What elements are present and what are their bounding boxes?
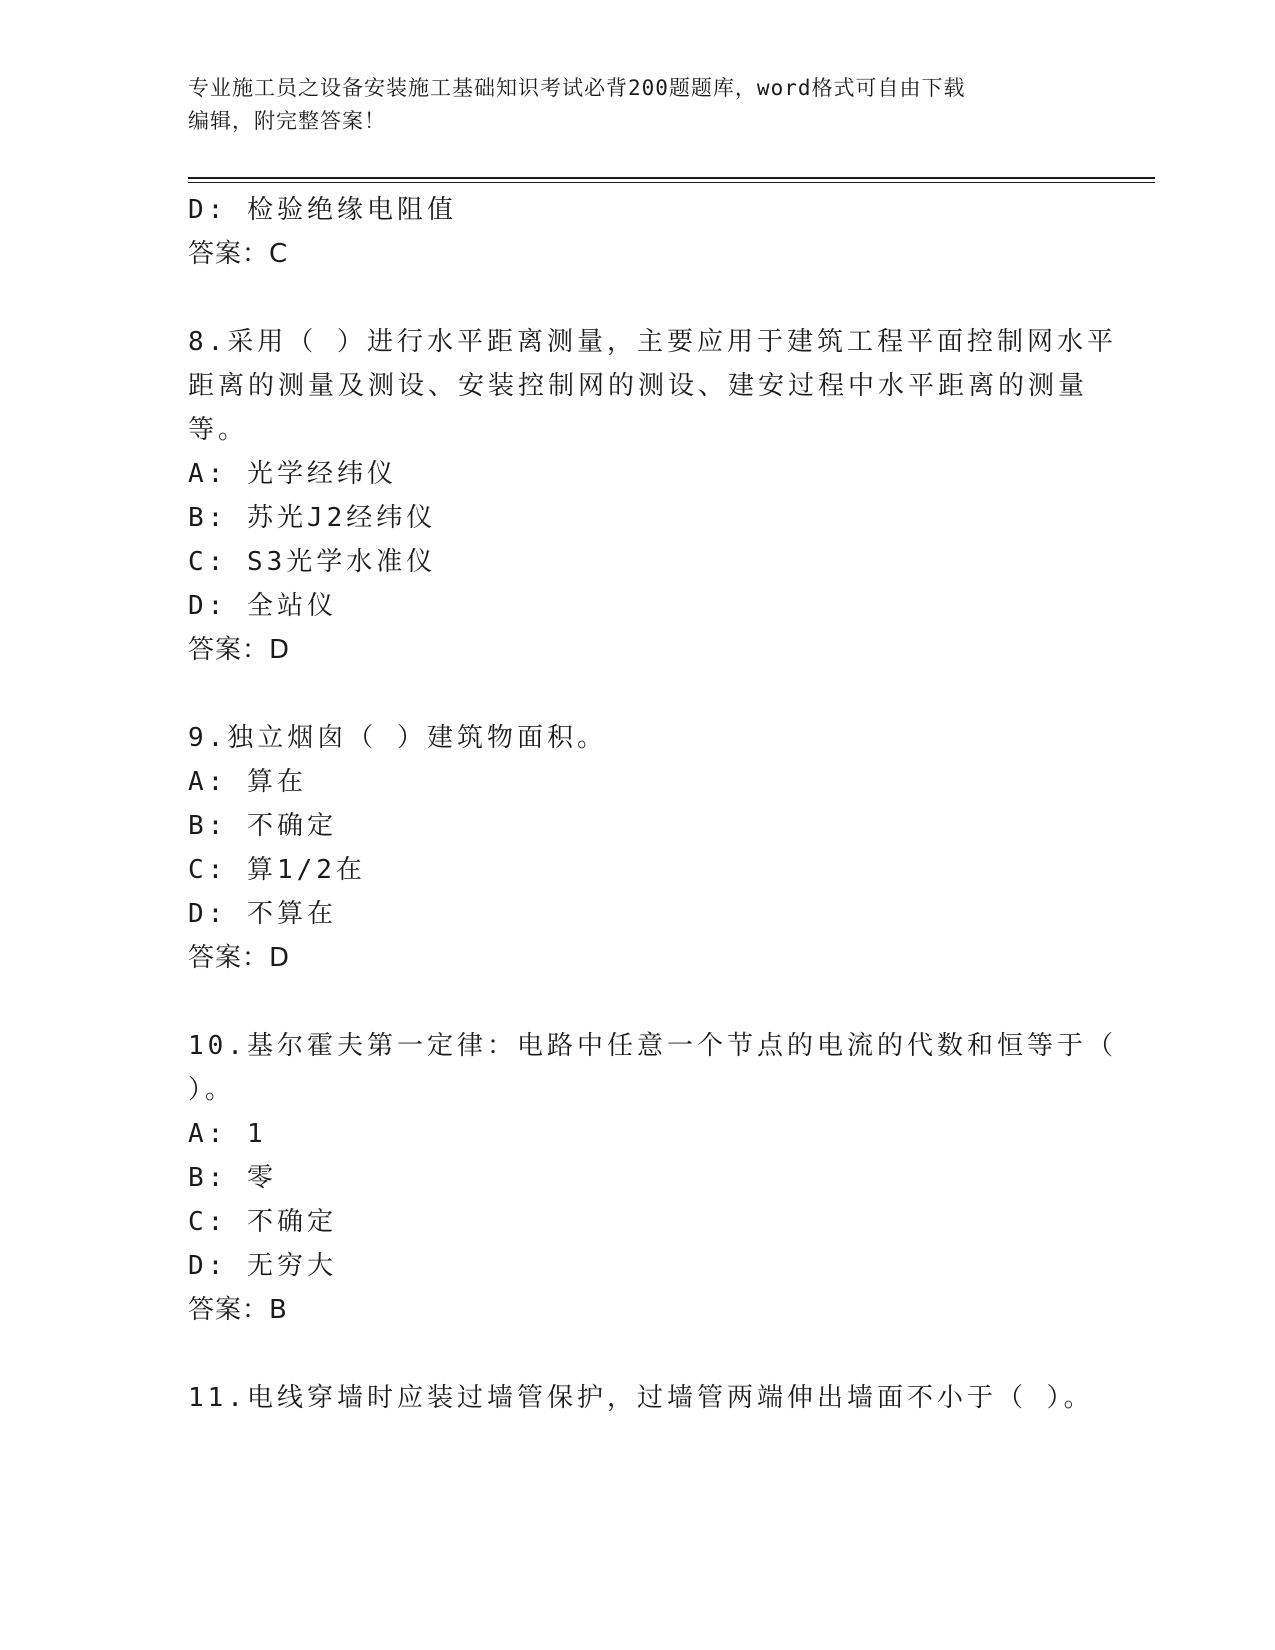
- q8-stem-line-3: 等。: [188, 415, 249, 445]
- header-rule-thick: [188, 177, 1155, 179]
- q8-option-d: D: 全站仪: [188, 591, 337, 621]
- q8-option-a: A: 光学经纬仪: [188, 459, 397, 489]
- q10-answer: 答案：B: [188, 1295, 288, 1325]
- q10-option-c: C: 不确定: [188, 1207, 337, 1237]
- q9-option-a: A: 算在: [188, 767, 307, 797]
- q9-option-c: C: 算1/2在: [188, 855, 366, 885]
- q10-stem-line-2: ）。: [188, 1075, 236, 1105]
- q10-option-a: A: 1: [188, 1119, 267, 1149]
- q8-stem-line-1: 8.采用（ ）进行水平距离测量，主要应用于建筑工程平面控制网水平: [188, 327, 1117, 357]
- q8-answer: 答案：D: [188, 635, 291, 665]
- prev-answer: 答案：C: [188, 239, 289, 269]
- q10-option-d: D: 无穷大: [188, 1251, 337, 1281]
- q8-stem-line-2: 距离的测量及测设、安装控制网的测设、建安过程中水平距离的测量: [188, 371, 1089, 401]
- q9-answer: 答案：D: [188, 943, 291, 973]
- q10-option-b: B: 零: [188, 1163, 277, 1193]
- header-line-1: 专业施工员之设备安装施工基础知识考试必背200题题库，word格式可自由下载: [188, 76, 966, 100]
- q9-option-b: B: 不确定: [188, 811, 337, 841]
- q11-stem-line-1: 11.电线穿墙时应装过墙管保护，过墙管两端伸出墙面不小于（ ）。: [188, 1383, 1094, 1413]
- prev-option-d: D: 检验绝缘电阻值: [188, 195, 457, 225]
- q9-stem-line-1: 9.独立烟囱（ ）建筑物面积。: [188, 723, 607, 753]
- header-line-2: 编辑，附完整答案！: [188, 109, 386, 133]
- q10-stem-line-1: 10.基尔霍夫第一定律：电路中任意一个节点的电流的代数和恒等于（: [188, 1031, 1117, 1061]
- document-header: [188, 72, 1088, 138]
- q8-option-c: C: S3光学水准仪: [188, 547, 437, 577]
- q9-option-d: D: 不算在: [188, 899, 337, 929]
- header-rule-thin: [188, 182, 1155, 183]
- q8-option-b: B: 苏光J2经纬仪: [188, 503, 437, 533]
